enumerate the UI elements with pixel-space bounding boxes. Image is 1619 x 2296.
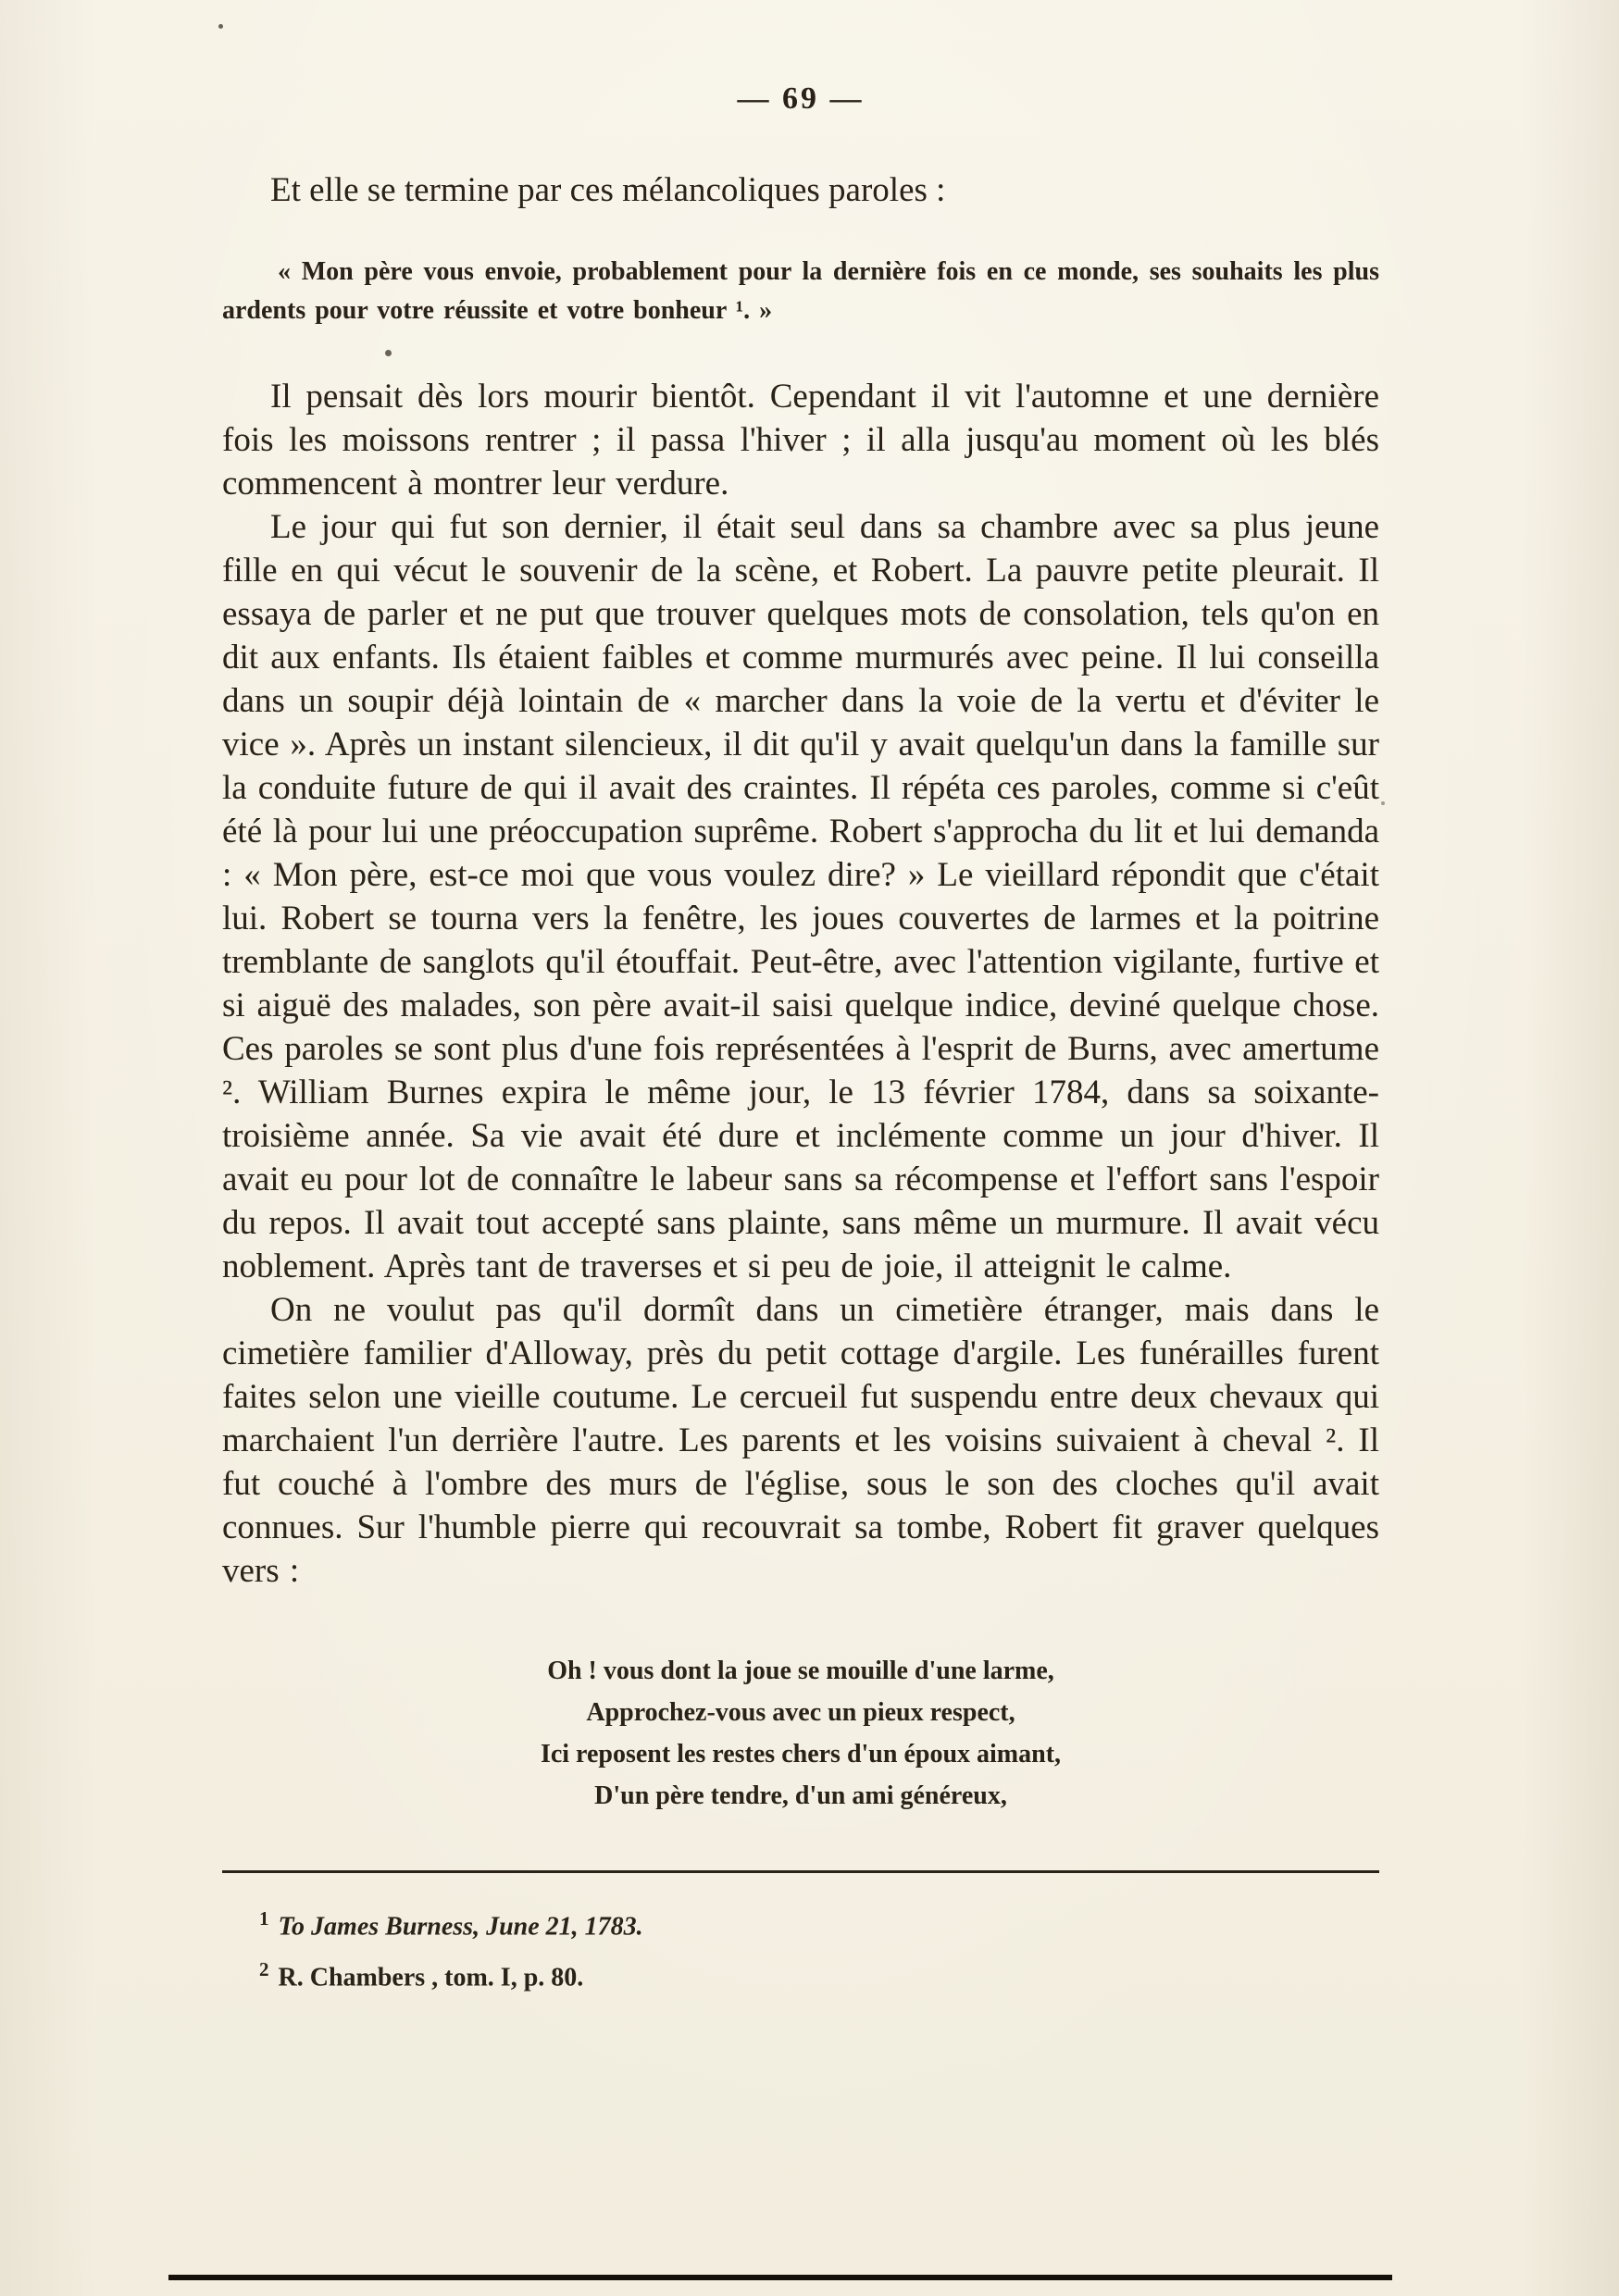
verse-line-4: D'un père tendre, d'un ami généreux, (594, 1781, 1007, 1810)
footnote-marker: 1 (259, 1907, 269, 1930)
footnote-text: To James Burness, June 21, 1783. (278, 1912, 643, 1942)
scan-speck (1381, 801, 1385, 805)
verse-line-3: Ici reposent les restes chers d'un époux aimant, (540, 1740, 1062, 1769)
text-block (222, 81, 1379, 2000)
body-paragraph-3: On ne voulut pas qu'il dormît dans un cimetière étranger, mais dans le cimetière familier d'Alloway, près du petit cottage d'argile. Les funérailles furent faites selon une vieille coutume. Le cercueil fut suspendu entre deux chevaux qui marchaient l'un derrière l'autre. Les parents et les voisins suivaient à cheval ². Il fut couché à l'ombre des murs de l'église, sous le son des cloches qu'il avait connues. Sur l'humble pierre qui recouvrait sa tombe, Robert fit graver quelques vers : (222, 1291, 1379, 1590)
intro-paragraph: Et elle se termine par ces mélancoliques paroles : (270, 171, 946, 209)
body-paragraph-2: Le jour qui fut son dernier, il était seul dans sa chambre avec sa plus jeune fille en qui vécut le souvenir de la scène, et Robert. La pauvre petite pleurait. Il essaya de parler et ne put que trouver quelques mots de consolation, tels qu'on en dit aux enfants. Ils étaient faibles et comme murmurés avec peine. Il lui conseilla dans un soupir déjà lointain de « marcher dans la voie de la vertu et d'éviter le vice ». Après un instant silencieux, il dit qu'il y avait quelqu'un dans la famille sur la conduite future de qui il avait des craintes. Il répéta ces paroles, comme si c'eût été là pour lui une préoccupation suprême. Robert s'approcha du lit et lui demanda : « Mon père, est-ce moi que vous voulez dire? » Le vieillard répondit que c'était lui. Robert se tourna vers la fenêtre, les joues couvertes de larmes et la poitrine tremblante de sanglots qu'il étouffait. Peut-être, avec l'attention vigilante, furtive et si aiguë des malades, son père avait-il saisi quelque indice, deviné quelque chose. Ces paroles se sont plus d'une fois représentées à l'esprit de Burns, avec amertume ². William Burnes expira le même jour, le 13 février 1784, dans sa soixante-troisième année. Sa vie avait été dure et inclémente comme un jour d'hiver. Il avait eu pour lot de connaître le labeur sans sa récompense et l'effort sans l'espoir du repos. Il avait tout accepté sans plainte, sans même un murmure. Il avait vécu noblement. Après tant de traverses et si peu de joie, il atteignit le calme. (222, 508, 1379, 1285)
verse-block (222, 1650, 1379, 1817)
footnote-marker: 2 (259, 1958, 269, 1981)
footnote-1 (259, 1897, 1379, 1948)
footnote-rule (222, 1870, 1379, 1873)
body-paragraph-1: Il pensait dès lors mourir bientôt. Cependant il vit l'automne et une dernière fois les moissons rentrer ; il passa l'hiver ; il alla jusqu'au moment où les blés commencent à montrer leur verdure. (222, 378, 1379, 503)
bottom-scan-line (168, 2275, 1392, 2280)
verse-line-1: Oh ! vous dont la joue se mouille d'une larme, (547, 1657, 1054, 1685)
footnote-text: R. Chambers , tom. I, p. 80. (278, 1963, 584, 1992)
scan-speck (385, 350, 392, 356)
verse-line-2: Approchez-vous avec un pieux respect, (586, 1698, 1015, 1727)
footnote-2 (259, 1948, 1379, 1999)
page-number: — 69 — (737, 81, 865, 116)
scan-speck (218, 24, 223, 29)
quote-block: « Mon père vous envoie, probablement pour la dernière fois en ce monde, ses souhaits les plus ardents pour votre réussite et votre bonheur ¹. » (222, 257, 1379, 325)
